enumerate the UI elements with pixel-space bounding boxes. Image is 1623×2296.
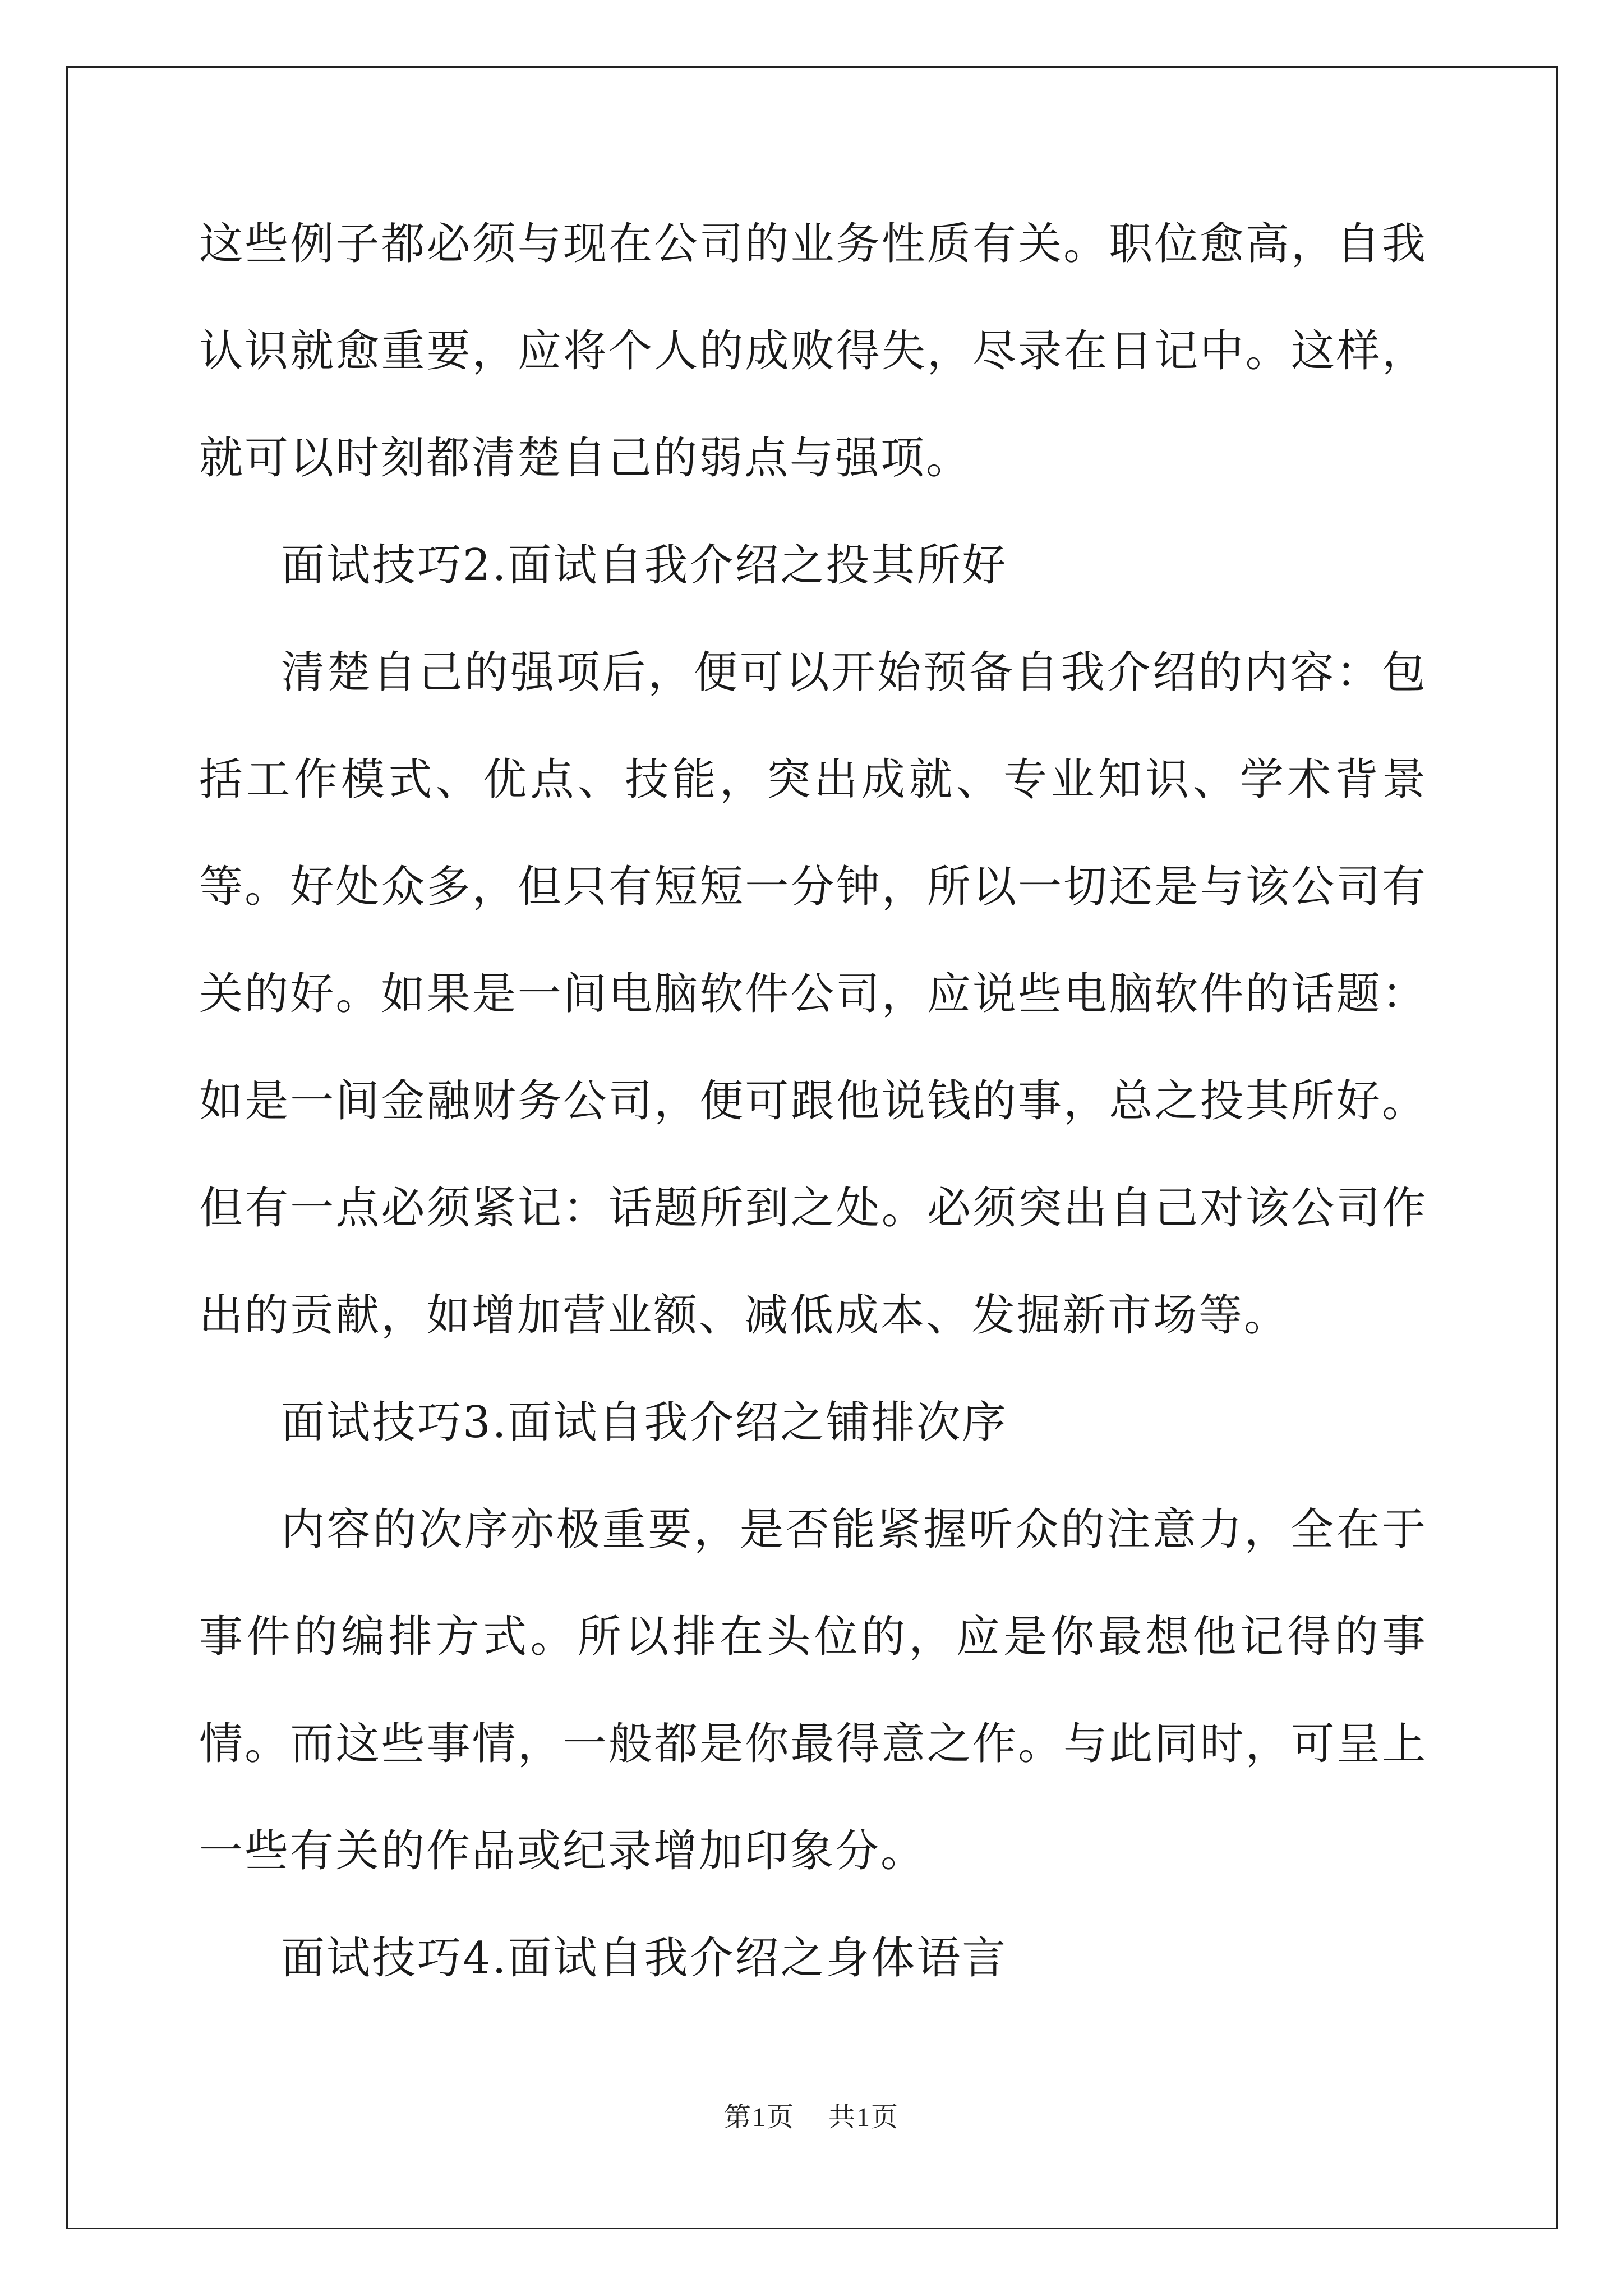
page-total: 共1页 — [828, 2102, 900, 2132]
page-number: 第1页 — [723, 2102, 795, 2132]
page-footer — [0, 2095, 1623, 2134]
paragraph-section-3: 内容的次序亦极重要，是否能紧握听众的注意力，全在于事件的编排方式。所以排在头位的，应是你最想他记得的事情。而这些事情，一般都是你最得意之作。与此同时，可呈上一些有关的作品或纪录增加印象分。 — [199, 1504, 1427, 1876]
paragraph-section-2: 清楚自己的强项后，便可以开始预备自我介绍的内容：包括工作模式、优点、技能，突出成就、专业知识、学术背景等。好处众多，但只有短短一分钟，所以一切还是与该公司有关的好。如果是一间电脑软件公司，应说些电脑软件的话题：如是一间金融财务公司，便可跟他说钱的事，总之投其所好。但有一点必须紧记：话题所到之处。必须突出自己对该公司作出的贡献，如增加营业额、减低成本、发掘新市场等。 — [199, 647, 1427, 1341]
section-heading-3: 面试技巧3.面试自我介绍之铺排次序 — [281, 1397, 1008, 1448]
document-body — [199, 191, 1427, 2012]
section-heading-4: 面试技巧4.面试自我介绍之身体语言 — [281, 1933, 1008, 1984]
section-heading-2: 面试技巧2.面试自我介绍之投其所好 — [281, 540, 1008, 591]
paragraph-intro: 这些例子都必须与现在公司的业务性质有关。职位愈高，自我认识就愈重要，应将个人的成败得失，尽录在日记中。这样，就可以时刻都清楚自己的弱点与强项。 — [199, 219, 1427, 484]
